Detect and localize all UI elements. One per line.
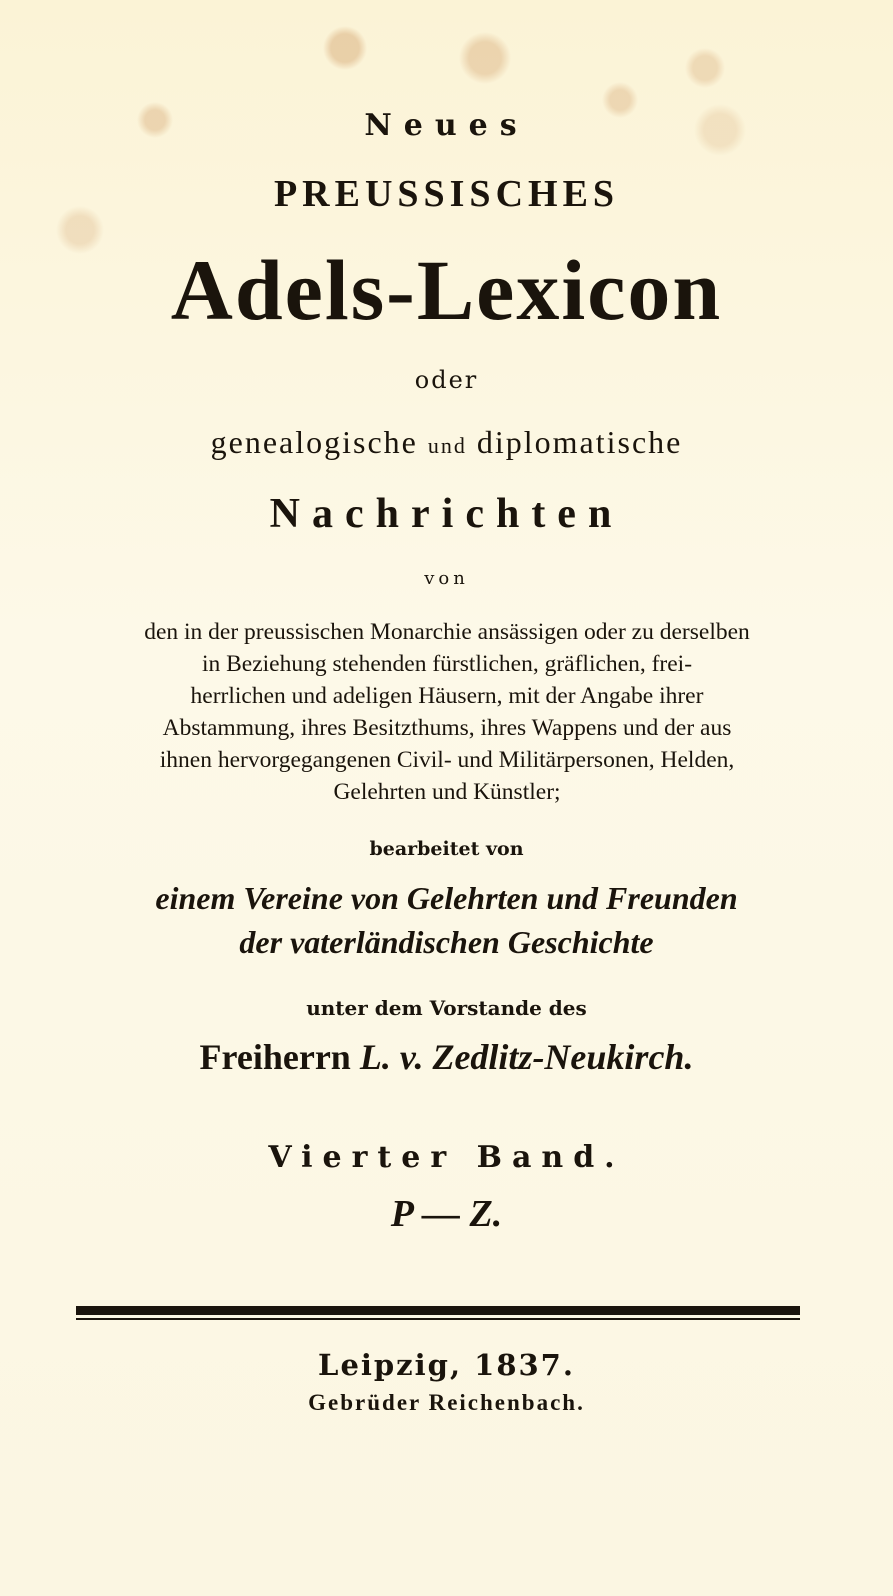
letter-range: P — Z. <box>390 1193 503 1235</box>
editor-name: L. v. Zedlitz-Neukirch. <box>359 1037 694 1077</box>
unter-dem-vorstande: unter dem Vorstande des <box>306 996 587 1020</box>
oder-word: oder <box>414 366 479 394</box>
neues-word: Neues <box>364 108 529 143</box>
von-word: von <box>424 568 469 589</box>
subtitle-genealogische: genealogische <box>210 424 418 460</box>
verein-line-1: einem Vereine von Gelehrten und Freunden <box>155 880 738 916</box>
volume-label: Vierter Band. <box>268 1140 625 1175</box>
main-title: Adels-Lexicon <box>170 242 723 338</box>
description-line: Gelehrten und Künstler; <box>333 779 561 805</box>
imprint-place-year: Leipzig, 1837. <box>318 1348 575 1382</box>
bearbeitet-von: bearbeitet von <box>369 838 524 860</box>
divider-thin <box>76 1318 800 1320</box>
description-line: in Beziehung stehenden fürstlichen, gräflichen, frei- <box>201 651 693 677</box>
description-block <box>72 616 822 808</box>
preussisches-word: PREUSSISCHES <box>273 173 620 215</box>
description-line: herrlichen und adeligen Häusern, mit der Angabe ihrer <box>190 683 704 709</box>
editor-line <box>0 1036 893 1078</box>
description-line: Abstammung, ihres Besitzthums, ihres Wappens und der aus <box>162 715 732 741</box>
verein-line-2: der vaterländischen Geschichte <box>239 924 654 960</box>
nachrichten-word: Nachrichten <box>269 491 624 537</box>
subtitle-line <box>0 424 893 461</box>
divider-thick <box>76 1306 800 1315</box>
freiherrn-word: Freiherrn <box>199 1037 351 1077</box>
imprint-publisher: Gebrüder Reichenbach. <box>308 1390 585 1415</box>
subtitle-und: und <box>427 433 467 458</box>
subtitle-diplomatische: diplomatische <box>476 424 683 460</box>
description-line: ihnen hervorgegangenen Civil- und Militärpersonen, Helden, <box>159 747 735 773</box>
description-line: den in der preussischen Monarchie ansässigen oder zu derselben <box>144 619 750 645</box>
